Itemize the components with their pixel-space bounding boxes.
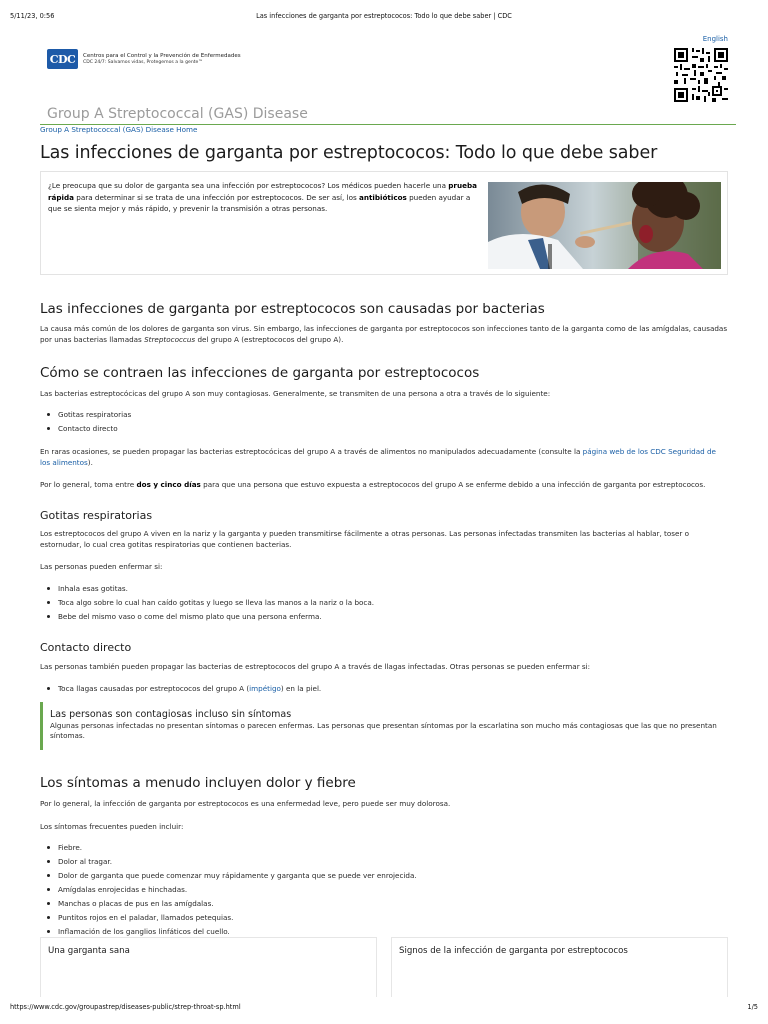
site-title[interactable]: Group A Streptococcal (GAS) Disease <box>47 106 308 122</box>
list-item: Fiebre. <box>40 842 417 856</box>
droplets-list <box>40 583 374 625</box>
droplets-text: Los estreptococos del grupo A viven en la nariz y la garganta y pueden transmitirse fácilmente a otras personas. Las personas infectadas transmiten las bacterias al hablar, toser o estornudar, lo cual crea gotitas respiratorias que contienen bacterias. <box>40 529 690 550</box>
english-language-link[interactable]: English <box>702 35 728 43</box>
section-transmission-heading: Cómo se contraen las infecciones de garganta por estreptococos <box>40 365 480 381</box>
print-title: Las infecciones de garganta por estreptococos: Todo lo que debe saber | CDC <box>256 12 512 20</box>
print-header <box>0 0 768 24</box>
symptoms-intro: Por lo general, la infección de garganta por estreptococos es una enfermedad leve, pero puede ser muy dolorosa. <box>40 799 451 808</box>
callout-body: Algunas personas infectadas no presentan síntomas o parecen enfermas. Las personas que presentan síntomas por la escarlatina son mucho más contagiosas que las que no presentan síntomas. <box>50 721 717 740</box>
cdc-logo[interactable] <box>47 49 241 69</box>
section-transmission-intro: Las bacterias estreptocócicas del grupo A son muy contagiosas. Generalmente, se transmiten de una persona a otra a través de lo siguiente: <box>40 389 551 398</box>
strep-signs-card <box>391 937 728 997</box>
cdc-logo-line2: CDC 24/7: Salvamos vidas, Protegemos a la gente™ <box>83 59 203 65</box>
healthy-throat-card <box>40 937 377 997</box>
list-item: Manchas o placas de pus en las amígdalas. <box>40 898 417 912</box>
list-item: Dolor al tragar. <box>40 856 417 870</box>
cdc-logo-line1: Centros para el Control y la Prevención de Enfermedades <box>83 52 241 59</box>
page-title: Las infecciones de garganta por estreptococos: Todo lo que debe saber <box>40 143 658 163</box>
list-item: Amígdalas enrojecidas e hinchadas. <box>40 884 417 898</box>
cdc-logo-mark: CDC <box>47 49 78 69</box>
card-title: Una garganta sana <box>48 946 130 956</box>
droplets-intro: Las personas pueden enfermar si: <box>40 562 163 571</box>
symptoms-list <box>40 842 417 940</box>
intro-text: ¿Le preocupa que su dolor de garganta sea una infección por estreptococos? Los médicos pueden hacerle una prueba rápida para determinar si se trata de una infección por estreptococos. De ser así, los antibióticos pueden ayudar a que se sienta mejor y más rápido, y prevenir la transmisión a otras personas. <box>48 181 477 213</box>
list-item: Puntitos rojos en el paladar, llamados petequias. <box>40 912 417 926</box>
symptoms-list-intro: Los síntomas frecuentes pueden incluir: <box>40 822 184 831</box>
intro-card <box>40 171 728 275</box>
section-contact-heading: Contacto directo <box>40 641 132 654</box>
list-item: Toca algo sobre lo cual han caído gotitas y luego se lleva las manos a la nariz o la boca. <box>40 597 374 611</box>
transmission-list <box>40 409 131 437</box>
list-item: Inflamación de los ganglios linfáticos del cuello. <box>40 926 417 940</box>
list-item: Toca llagas causadas por estreptococos del grupo A (impétigo) en la piel. <box>40 683 321 697</box>
section-bacteria-text: La causa más común de los dolores de garganta son virus. Sin embargo, las infecciones de garganta por estreptococos son infecciones tanto de la garganta como de las amígdalas, causadas por unas bacterias llamadas Streptococcus del grupo A (estreptococos del grupo A). <box>40 324 728 345</box>
contact-list <box>40 683 321 697</box>
card-title: Signos de la infección de garganta por estreptococos <box>399 946 628 956</box>
food-safety-link[interactable]: página web de los CDC Seguridad de los alimentos <box>40 447 716 468</box>
cdc-logo-text <box>83 53 241 66</box>
section-droplets-heading: Gotitas respiratorias <box>40 509 153 522</box>
impetigo-link[interactable]: impétigo <box>249 684 281 693</box>
list-item: Contacto directo <box>40 423 131 437</box>
page-number: 1/5 <box>747 1003 758 1011</box>
section-symptoms-heading: Los síntomas a menudo incluyen dolor y fiebre <box>40 775 356 791</box>
list-item: Bebe del mismo vaso o come del mismo plato que una persona enferma. <box>40 611 374 625</box>
incubation-text: Por lo general, toma entre dos y cinco días para que una persona que estuvo expuesta a estreptococos del grupo A se enferme debido a una infección de garganta por estreptococos. <box>40 480 706 489</box>
callout-title: Las personas son contagiosas incluso sin síntomas <box>50 709 292 720</box>
doctor-child-photo <box>488 182 721 269</box>
qr-code-icon <box>674 48 728 102</box>
page-url: https://www.cdc.gov/groupastrep/diseases-public/strep-throat-sp.html <box>10 1003 241 1011</box>
list-item: Inhala esas gotitas. <box>40 583 374 597</box>
contact-text: Las personas también pueden propagar las bacterias de estreptococos del grupo A a través de llagas infectadas. Otras personas se pueden enfermar si: <box>40 662 591 671</box>
contagious-callout <box>40 702 728 750</box>
food-safety-text: En raras ocasiones, se pueden propagar las bacterias estreptocócicas del grupo A a través de alimentos no manipulados adecuadamente (consulte la página web de los CDC Seguridad de los alimentos). <box>40 447 716 468</box>
section-bacteria-heading: Las infecciones de garganta por estreptococos son causadas por bacterias <box>40 301 545 317</box>
list-item: Gotitas respiratorias <box>40 409 131 423</box>
list-item: Dolor de garganta que puede comenzar muy rápidamente y garganta que se puede ver enrojecida. <box>40 870 417 884</box>
print-datetime: 5/11/23, 0:56 <box>10 12 55 20</box>
breadcrumb-home-link[interactable]: Group A Streptococcal (GAS) Disease Home <box>40 125 198 134</box>
